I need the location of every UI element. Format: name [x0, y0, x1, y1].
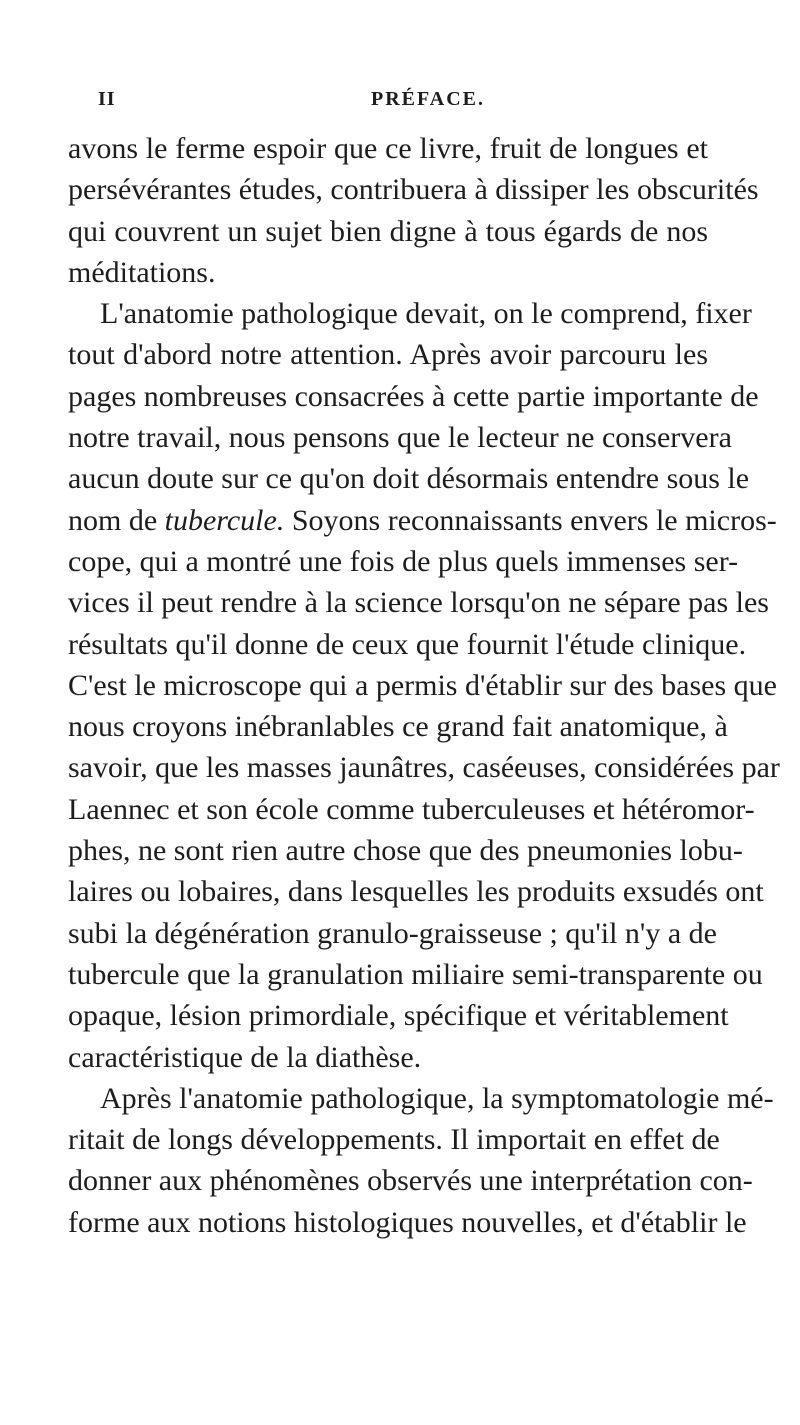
text-line: Après l'anatomie pathologique, la symptomatologie mé-	[100, 1081, 774, 1115]
text-line: L'anatomie pathologique devait, on le comprend, fixer	[100, 297, 752, 331]
page-number: II	[98, 88, 116, 110]
text-line: cope, qui a montré une fois de plus quels immenses ser-	[68, 544, 739, 578]
text-line: ritait de longs développements. Il importait en effet de	[68, 1123, 720, 1157]
text-line: subi la dégénération granulo-graisseuse ; qu'il n'y a de	[68, 916, 717, 950]
text-line: phes, ne sont rien autre chose que des pneumonies lobu-	[68, 834, 743, 868]
text-line: tout d'abord notre attention. Après avoir parcouru les	[68, 338, 708, 372]
running-head	[98, 88, 718, 118]
text-line: qui couvrent un sujet bien digne à tous égards de nos	[68, 214, 708, 248]
line-prefix: nom de	[68, 503, 158, 537]
line-rest: Soyons reconnaissants envers le micros-	[291, 503, 777, 537]
text-line: méditations.	[68, 255, 216, 289]
text-line: vices il peut rendre à la science lorsqu'on ne sépare pas les	[68, 586, 769, 620]
text-line: Laennec et son école comme tuberculeuses et hétéromor-	[68, 792, 755, 826]
text-line: pages nombreuses consacrées à cette partie importante de	[68, 379, 759, 413]
text-line: opaque, lésion primordiale, spécifique et véritablement	[68, 999, 729, 1033]
italic-term: tubercule.	[164, 503, 285, 537]
text-line: C'est le microscope qui a permis d'établir sur des bases que	[68, 668, 777, 702]
text-line: persévérantes études, contribuera à dissiper les obscurités	[68, 173, 759, 207]
text-line: laires ou lobaires, dans lesquelles les produits exsudés ont	[68, 875, 764, 909]
text-line-with-italic	[68, 500, 777, 541]
body-text	[68, 128, 780, 1243]
text-line: aucun doute sur ce qu'on doit désormais entendre sous le	[68, 462, 750, 496]
text-line: nous croyons inébranlables ce grand fait anatomique, à	[68, 710, 728, 744]
text-line: caractéristique de la diathèse.	[68, 1040, 422, 1074]
text-line: notre travail, nous pensons que le lecteur ne conservera	[68, 421, 732, 455]
running-title: PRÉFACE.	[371, 88, 485, 110]
text-line: forme aux notions histologiques nouvelles, et d'établir le	[68, 1205, 747, 1239]
text-line: résultats qu'il donne de ceux que fournit l'étude clinique.	[68, 627, 747, 661]
text-line: avons le ferme espoir que ce livre, fruit de longues et	[68, 132, 708, 165]
text-line: tubercule que la granulation miliaire semi-transparente ou	[68, 957, 763, 991]
text-line: donner aux phénomènes observés une interprétation con-	[68, 1164, 753, 1198]
text-line: savoir, que les masses jaunâtres, caséeuses, considérées par	[68, 751, 780, 785]
